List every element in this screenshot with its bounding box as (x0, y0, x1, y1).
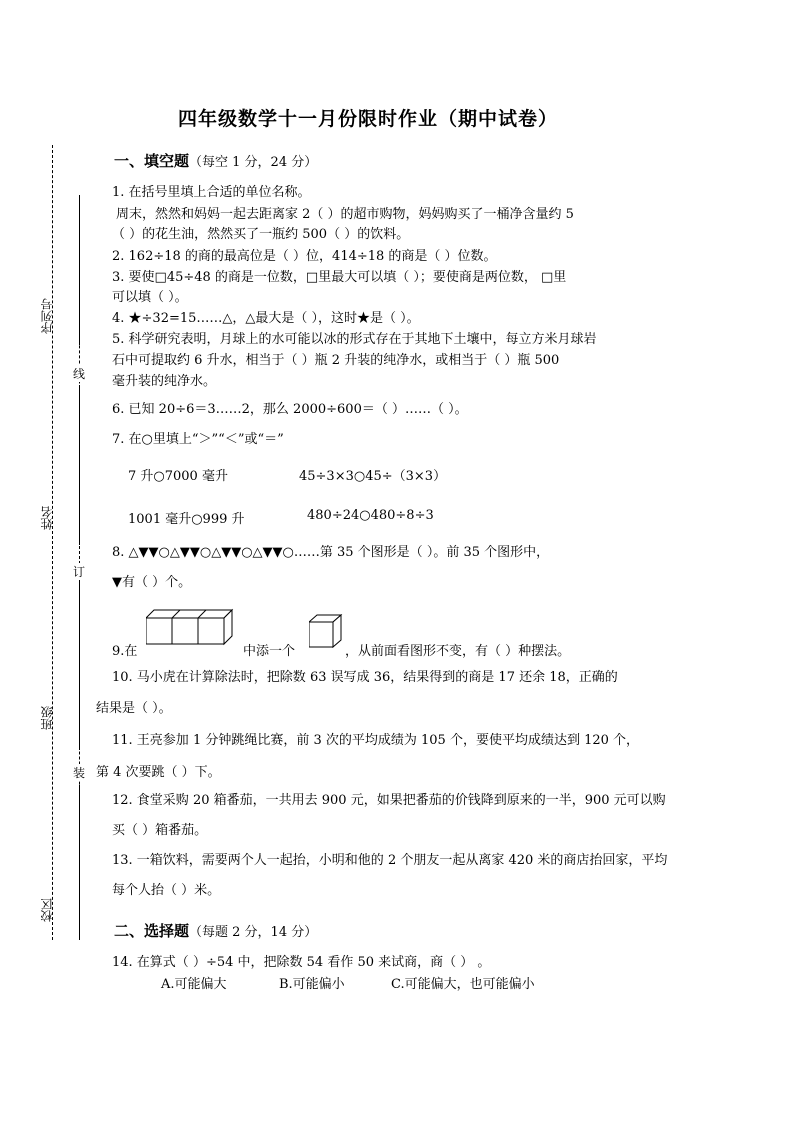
q9-suffix: ，从前面看图形不变，有（ ）种摆法。 (345, 644, 571, 659)
q11-line2: 第 4 次要跳（ ）下。 (96, 765, 221, 780)
q7-prompt: 7. 在○里填上“＞”“＜”或“＝” (112, 432, 284, 447)
page-title: 四年级数学十一月份限时作业（期中试卷） (178, 108, 559, 130)
binding-label-campus: 校区 (40, 898, 54, 922)
q3-line1: 3. 要使□45÷48 的商是一位数，□里最大可以填（ ）；要使商是两位数， □里 (112, 270, 567, 285)
q10-line1: 10. 马小虎在计算除法时，把除数 63 误写成 36，结果得到的商是 17 还余 18，正确的 (112, 670, 618, 685)
binding-mark-line: 线 (73, 367, 86, 381)
q14-option-c: C.可能偏大，也可能偏小 (391, 977, 535, 992)
q12-line2: 买（ ）箱番茄。 (112, 823, 208, 838)
binding-edge-top (79, 195, 80, 345)
q12-line1: 12. 食堂采购 20 箱番茄，一共用去 900 元，如果把番茄的价钱降到原来的一半，900 元可以购 (112, 793, 666, 808)
q6-line: 6. 已知 20÷6＝3……2，那么 2000÷600＝（ ）……（ ）。 (112, 402, 468, 417)
q9-single-cube (309, 614, 343, 648)
section1-heading-note: （每空 1 分，24 分） (189, 155, 318, 170)
q9-prefix: 9.在 (112, 644, 138, 659)
binding-label-name: 姓名 (40, 506, 54, 530)
q1-prompt: 1. 在括号里填上合适的单位名称。 (112, 185, 311, 200)
q5-line2: 石中可提取约 6 升水，相当于（ ）瓶 2 升装的纯净水，或相当于（ ）瓶 500 (112, 353, 560, 368)
q14-option-a: A.可能偏大 (161, 977, 227, 992)
q14-option-b: B.可能偏小 (279, 977, 345, 992)
q5-line1: 5. 科学研究表明，月球上的水可能以冰的形式存在于其地下土壤中，每立方米月球岩 (112, 332, 597, 347)
q7-compare-d: 480÷24○480÷8÷3 (307, 508, 434, 523)
binding-mark-bind: 装 (73, 766, 86, 780)
q3-line2: 可以填（ ）。 (112, 290, 188, 305)
q1-line1: 周末，然然和妈妈一起去距离家 2（ ）的超市购物，妈妈购买了一桶净含量约 5 (116, 207, 574, 222)
binding-label-class: 班级 (40, 706, 54, 730)
cube-icon (309, 614, 343, 648)
cube-row-icon (146, 604, 236, 646)
q11-line1: 11. 王亮参加 1 分钟跳绳比赛，前 3 次的平均成绩为 105 个，要使平均成绩达到 120 个， (112, 733, 640, 748)
section1-heading-text: 一、填空题 (114, 152, 190, 170)
q8-line2: ▼有（ ）个。 (112, 575, 192, 590)
section2-heading-note: （每题 2 分，14 分） (189, 925, 318, 940)
q5-line3: 毫升装的纯净水。 (112, 374, 217, 389)
section2-heading-text: 二、选择题 (114, 922, 190, 940)
q2-line: 2. 162÷18 的商的最高位是（ ）位，414÷18 的商是（ ）位数。 (112, 249, 497, 264)
binding-mark-staple: 订 (73, 565, 86, 579)
q9-cube-figure (146, 604, 236, 646)
q10-line2: 结果是（ ）。 (96, 701, 172, 716)
q7-compare-b: 45÷3×3○45÷（3×3） (299, 469, 447, 484)
q4-line: 4. ★÷32=15……△，△最大是（ ），这时★是（ ）。 (112, 311, 420, 326)
section1-heading (114, 150, 317, 171)
binding-edge-mid (79, 385, 80, 545)
q13-line2: 每个人抬（ ）米。 (112, 883, 221, 898)
binding-edge-bottom (79, 785, 80, 940)
binding-line-outer (52, 145, 53, 940)
binding-label-serial: 序列号 (40, 298, 54, 334)
q9-middle: 中添一个 (243, 644, 296, 659)
q1-line2: （ ）的花生油，然然买了一瓶约 500（ ）的饮料。 (112, 227, 410, 242)
q8-line1: 8. △▼▼○△▼▼○△▼▼○△▼▼○……第 35 个图形是（ ）。前 35 个图形中， (112, 545, 550, 560)
binding-edge-low (79, 580, 80, 750)
q13-line1: 13. 一箱饮料，需要两个人一起抬，小明和他的 2 个朋友一起从离家 420 米的商店抬回家，平均 (112, 853, 668, 868)
section2-heading (114, 920, 317, 941)
q7-compare-c: 1001 毫升○999 升 (128, 512, 245, 527)
q14-line: 14. 在算式（ ）÷54 中，把除数 54 看作 50 来试商，商（ ） 。 (112, 955, 491, 970)
q7-compare-a: 7 升○7000 毫升 (128, 469, 228, 484)
